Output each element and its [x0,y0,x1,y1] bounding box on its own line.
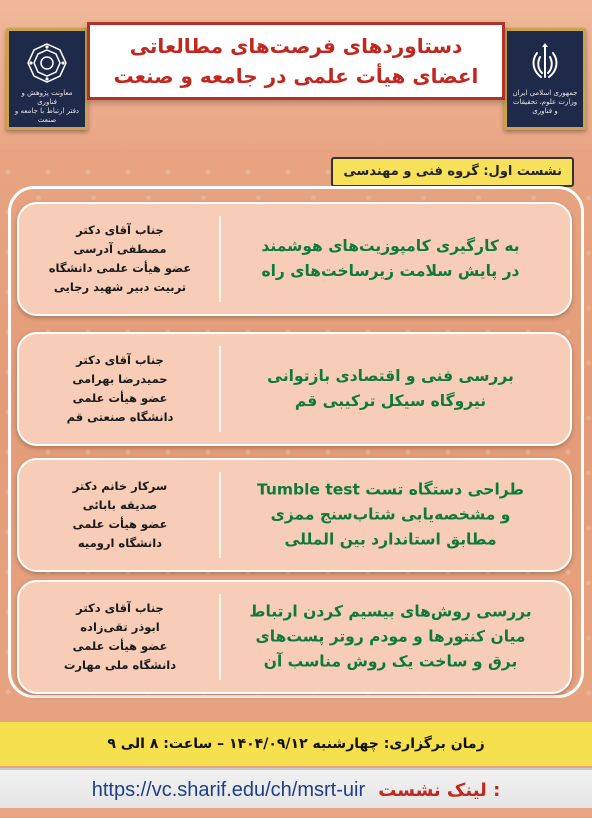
talk-title-line: بررسی فنی و اقتصادی بازتوانی [267,367,514,385]
speaker-info-1 [25,221,215,297]
speaker-line: مصطفی آدرسی [73,242,167,256]
speaker-line: عضو هیأت علمی [72,639,168,653]
card-divider [219,594,221,680]
speaker-line: عضو هیأت علمی دانشگاه [48,261,192,275]
session-label: نشست اول: گروه فنی و مهندسی [331,157,574,187]
right-logo-caption: جمهوری اسلامی ایران وزارت علوم، تحقیقات و فناوری [512,89,578,115]
speaker-line: دانشگاه صنعتی قم [66,410,174,424]
link-bar [0,768,592,810]
speaker-info-3 [25,477,215,553]
left-logo-caption: معاونت پژوهش و فناوری دفتر ارتباط با جامعه و صنعت [14,89,80,124]
speaker-line: دانشگاه ملی مهارت [63,658,177,672]
talk-card-1 [17,202,572,316]
iran-emblem-icon [523,41,567,85]
card-divider [219,346,221,432]
talk-title-line: بررسی روش‌های بیسیم کردن ارتباط [249,602,532,621]
left-logo [6,28,88,130]
schedule-bar [0,722,592,766]
bottom-strip [0,808,592,818]
talk-title-4 [225,600,556,675]
speaker-line: جناب آقای دکتر [76,353,164,367]
speaker-line: صدیقه بابائی [82,498,158,512]
speaker-line: جناب آقای دکتر [76,601,164,615]
talk-title-line: برق و ساخت یک روش مناسب آن [263,652,518,671]
title-box [87,22,505,100]
talk-title-line: و مشخصه‌یابی شتاب‌سنج ممزی [270,505,511,524]
speaker-line: حمیدرضا بهرامی [72,372,168,386]
talk-title-line: در پایش سلامت زیرساخت‌های راه [261,262,520,280]
talk-title-line: میان کنتورها و مودم روتر پست‌های [255,627,526,646]
card-divider [219,472,221,558]
talk-title-3 [225,478,556,553]
speaker-line: سرکار خانم دکتر [72,479,168,493]
right-logo [504,28,586,130]
page-title-line-1: دستاوردهای فرصت‌های مطالعاتی [129,34,463,58]
speaker-line: ابوذر تقی‌زاده [80,620,160,634]
talk-card-3 [17,458,572,572]
talk-title-line: نیروگاه سیکل ترکیبی قم [294,392,487,410]
speaker-line: تربیت دبیر شهید رجایی [53,280,187,294]
schedule-text: زمان برگزاری: چهارشنبه ۱۴۰۴/۰۹/۱۲ – ساعت: ۸ الی ۹ [107,736,485,752]
speaker-line: دانشگاه ارومیه [77,536,163,550]
talk-title-1 [225,234,556,284]
speaker-line: عضو هیأت علمی [72,391,168,405]
speaker-line: جناب آقای دکتر [76,223,164,237]
talk-title-2 [225,364,556,414]
session-link[interactable]: https://vc.sharif.edu/ch/msrt-uir [91,779,366,801]
talk-title-line: به کارگیری کامپوزیت‌های هوشمند [261,237,520,255]
talk-card-2 [17,332,572,446]
talk-title-line: مطابق استاندارد بین المللی [284,530,497,549]
page-title-line-2: اعضای هیأت علمی در جامعه و صنعت [113,64,479,88]
session-link-label: لینک نشست : [378,780,501,801]
speaker-info-4 [25,599,215,675]
talk-card-4 [17,580,572,694]
speaker-info-2 [25,351,215,427]
card-divider [219,216,221,302]
octagonal-emblem-icon [25,41,69,85]
speaker-line: عضو هیأت علمی [72,517,168,531]
talk-title-line: طراحی دستگاه تست Tumble test [256,480,525,499]
